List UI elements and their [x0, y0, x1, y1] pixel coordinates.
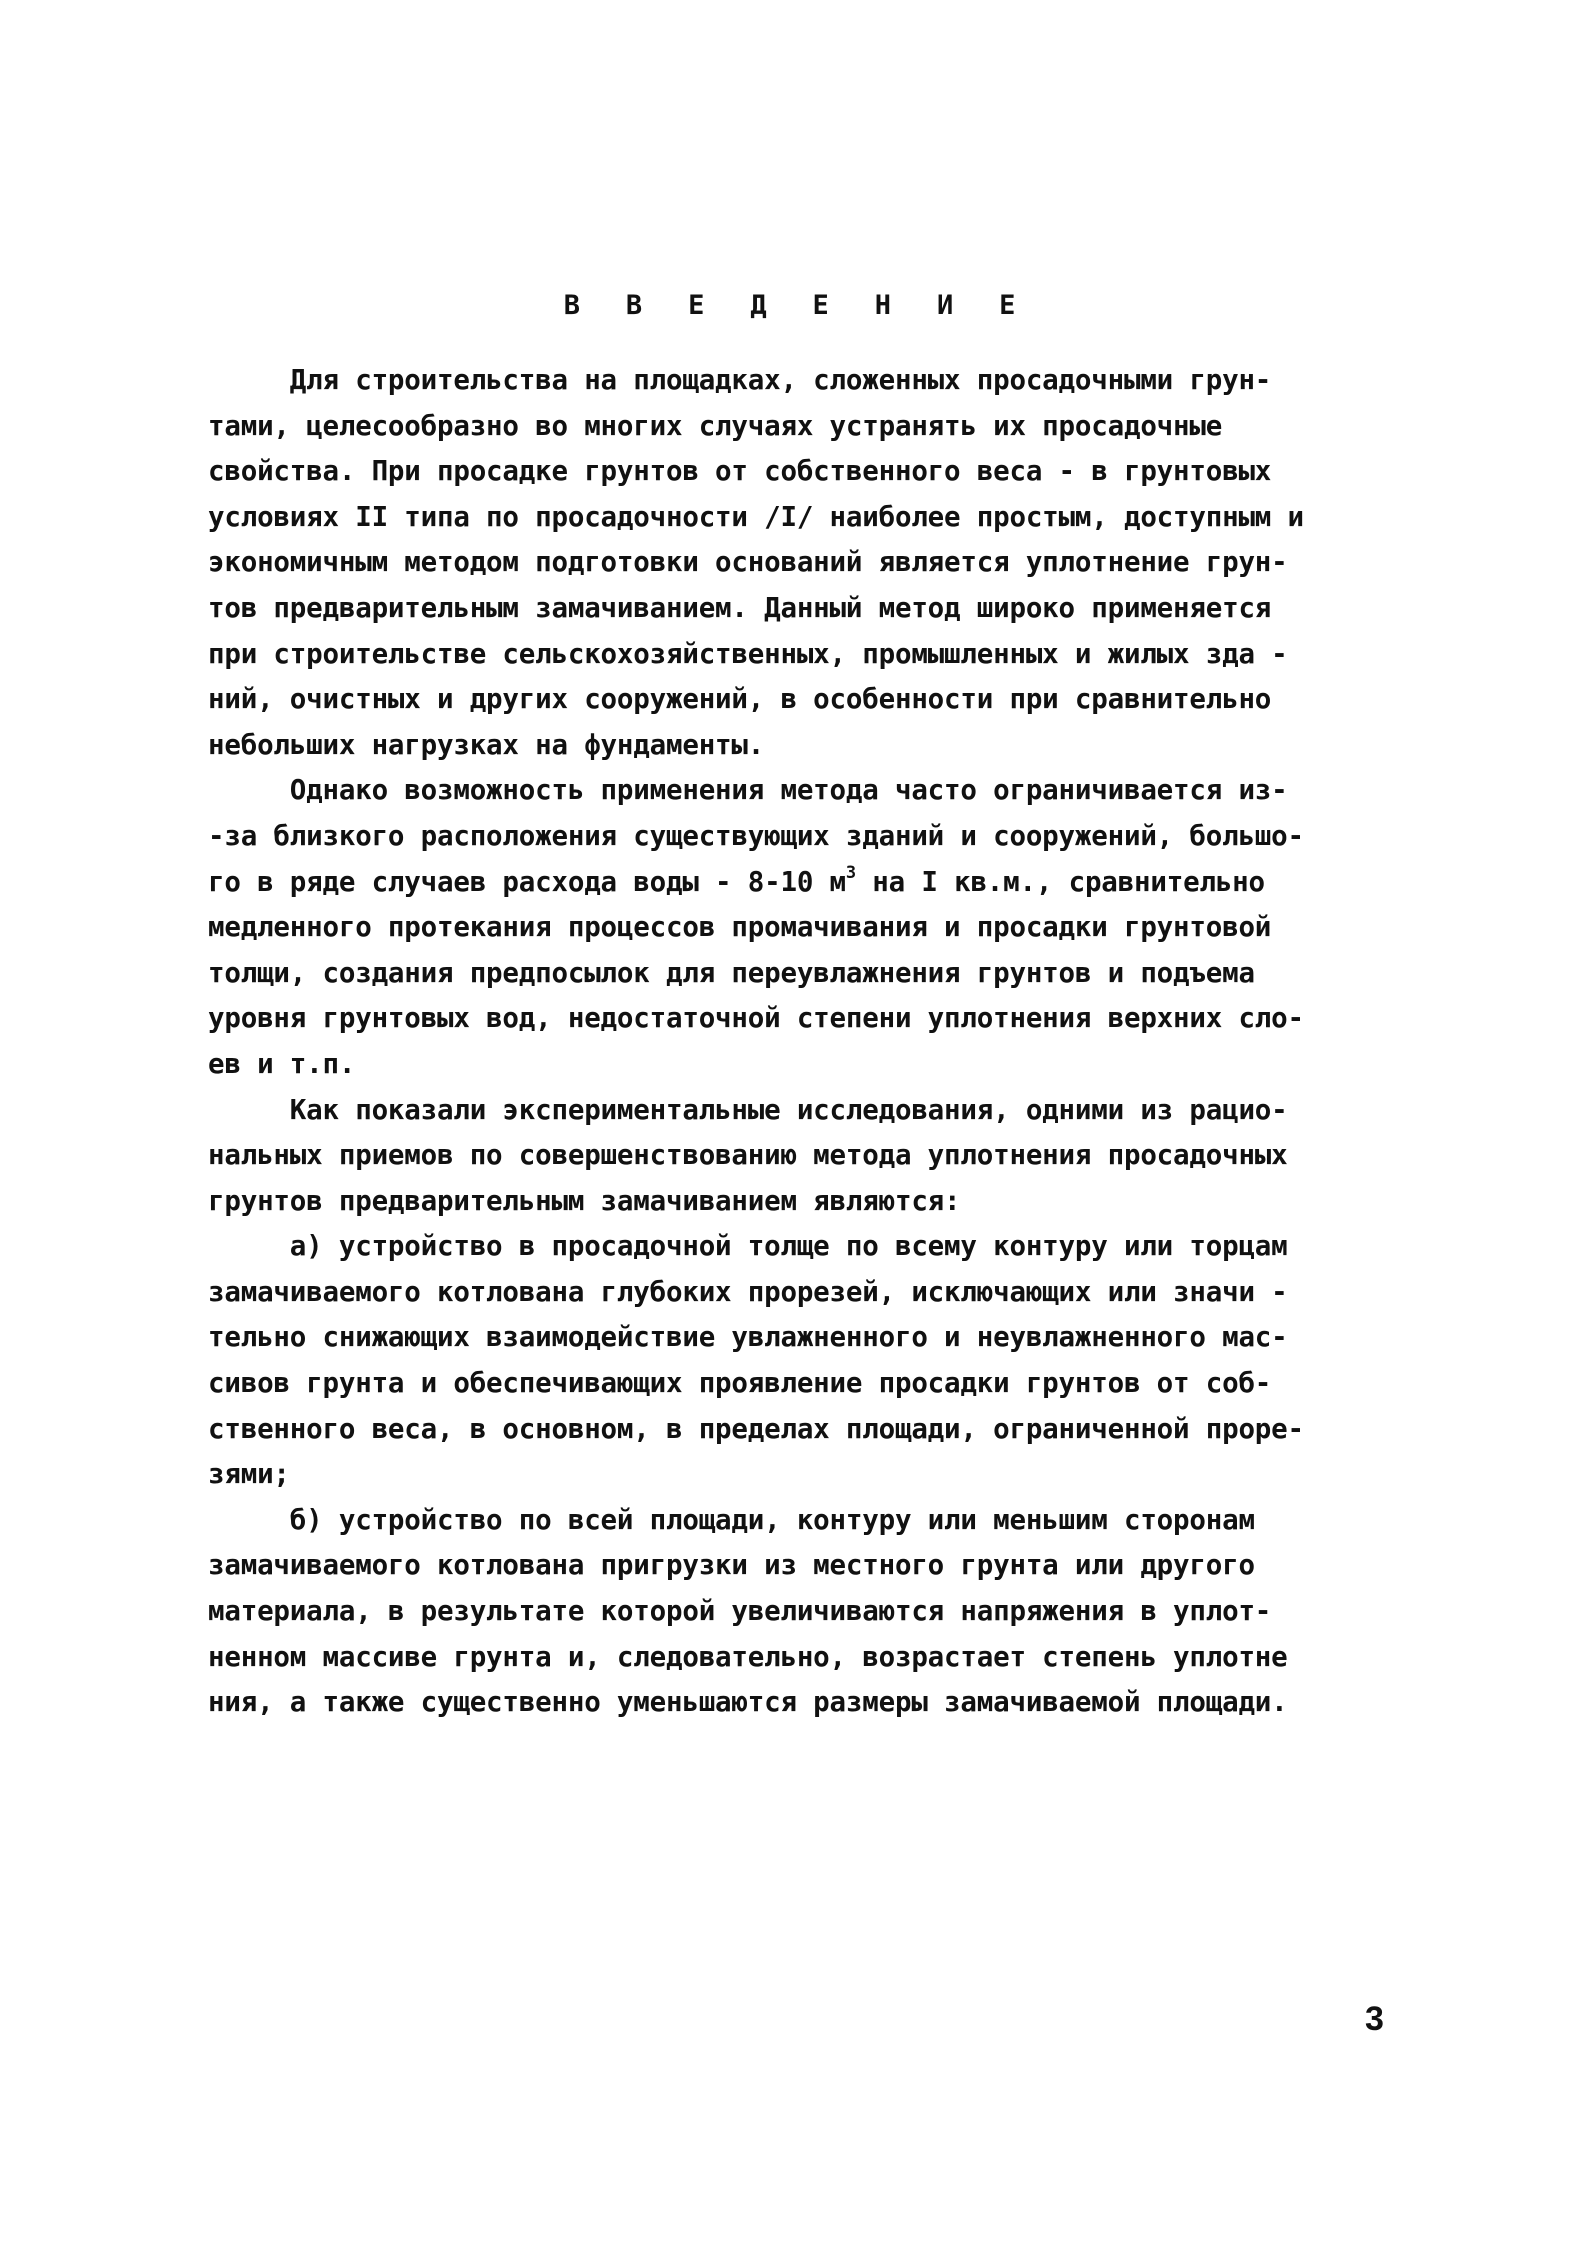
page-number: 3 — [1365, 2000, 1384, 2038]
text-line: б) устройство по всей площади, контуру или меньшим сторонам — [208, 1503, 1255, 1536]
text-line: Для строительства на площадках, сложенных просадочными грун- — [208, 364, 1272, 396]
text-line: уровня грунтовых вод, недостаточной степени уплотнения верхних сло- — [208, 1002, 1304, 1035]
text-line: ненном массиве грунта и, следовательно, возрастает степень уплотне — [208, 1640, 1288, 1673]
text-line: замачиваемого котлована глубоких прорезей, исключающих или значи - — [208, 1275, 1288, 1308]
text-line: нальных приемов по совершенствованию метода уплотнения просадочных — [208, 1139, 1288, 1172]
body-text — [208, 358, 1408, 1726]
text-line: -за близкого расположения существующих зданий и сооружений, большо- — [208, 819, 1304, 852]
text-line: толщи, создания предпосылок для переувлажнения грунтов и подъема — [208, 956, 1255, 989]
text-line: ев и т.п. — [208, 1047, 356, 1080]
text-line: сивов грунта и обеспечивающих проявление просадки грунтов от соб- — [208, 1367, 1272, 1400]
text-line: ний, очистных и других сооружений, в особенности при сравнительно — [208, 683, 1272, 716]
text-line-with-superscript — [208, 860, 1408, 906]
text-line: материала, в результате которой увеличиваются напряжения в уплот- — [208, 1595, 1272, 1628]
text-line: медленного протекания процессов промачивания и просадки грунтовой — [208, 911, 1272, 944]
text-line-head: го в ряде случаев расхода воды - 8-10 м — [208, 865, 846, 898]
text-line: Как показали экспериментальные исследования, одними из рацио- — [208, 1093, 1288, 1126]
page-title: В В Е Д Е Н И Е — [563, 290, 1031, 321]
text-line: замачиваемого котлована пригрузки из местного грунта или другого — [208, 1549, 1255, 1582]
text-line: экономичным методом подготовки оснований является уплотнение грун- — [208, 546, 1288, 579]
text-line: тами, целесообразно во многих случаях устранять их просадочные — [208, 409, 1223, 442]
text-line: зями; — [208, 1458, 290, 1491]
text-line: ния, а также существенно уменьшаются размеры замачиваемой площади. — [208, 1686, 1288, 1719]
text-line: ственного веса, в основном, в пределах площади, ограниченной проре- — [208, 1412, 1304, 1445]
text-line: небольших нагрузках на фундаменты. — [208, 728, 765, 761]
text-line: свойства. При просадке грунтов от собственного веса - в грунтовых — [208, 455, 1272, 488]
text-line: при строительстве сельскохозяйственных, промышленных и жилых зда - — [208, 637, 1288, 670]
superscript-cubic: 3 — [845, 862, 856, 883]
text-line: а) устройство в просадочной толще по всему контуру или торцам — [208, 1230, 1288, 1263]
text-line: тельно снижающих взаимодействие увлажненного и неувлажненного мас- — [208, 1321, 1288, 1354]
text-line: условиях II типа по просадочности /I/ наиболее простым, доступным и — [208, 500, 1304, 533]
text-line: Однако возможность применения метода часто ограничивается из- — [208, 774, 1288, 807]
text-line-tail: на I кв.м., сравнительно — [855, 865, 1265, 898]
text-line: грунтов предварительным замачиванием являются: — [208, 1184, 961, 1217]
text-line: тов предварительным замачиванием. Данный метод широко применяется — [208, 591, 1272, 624]
